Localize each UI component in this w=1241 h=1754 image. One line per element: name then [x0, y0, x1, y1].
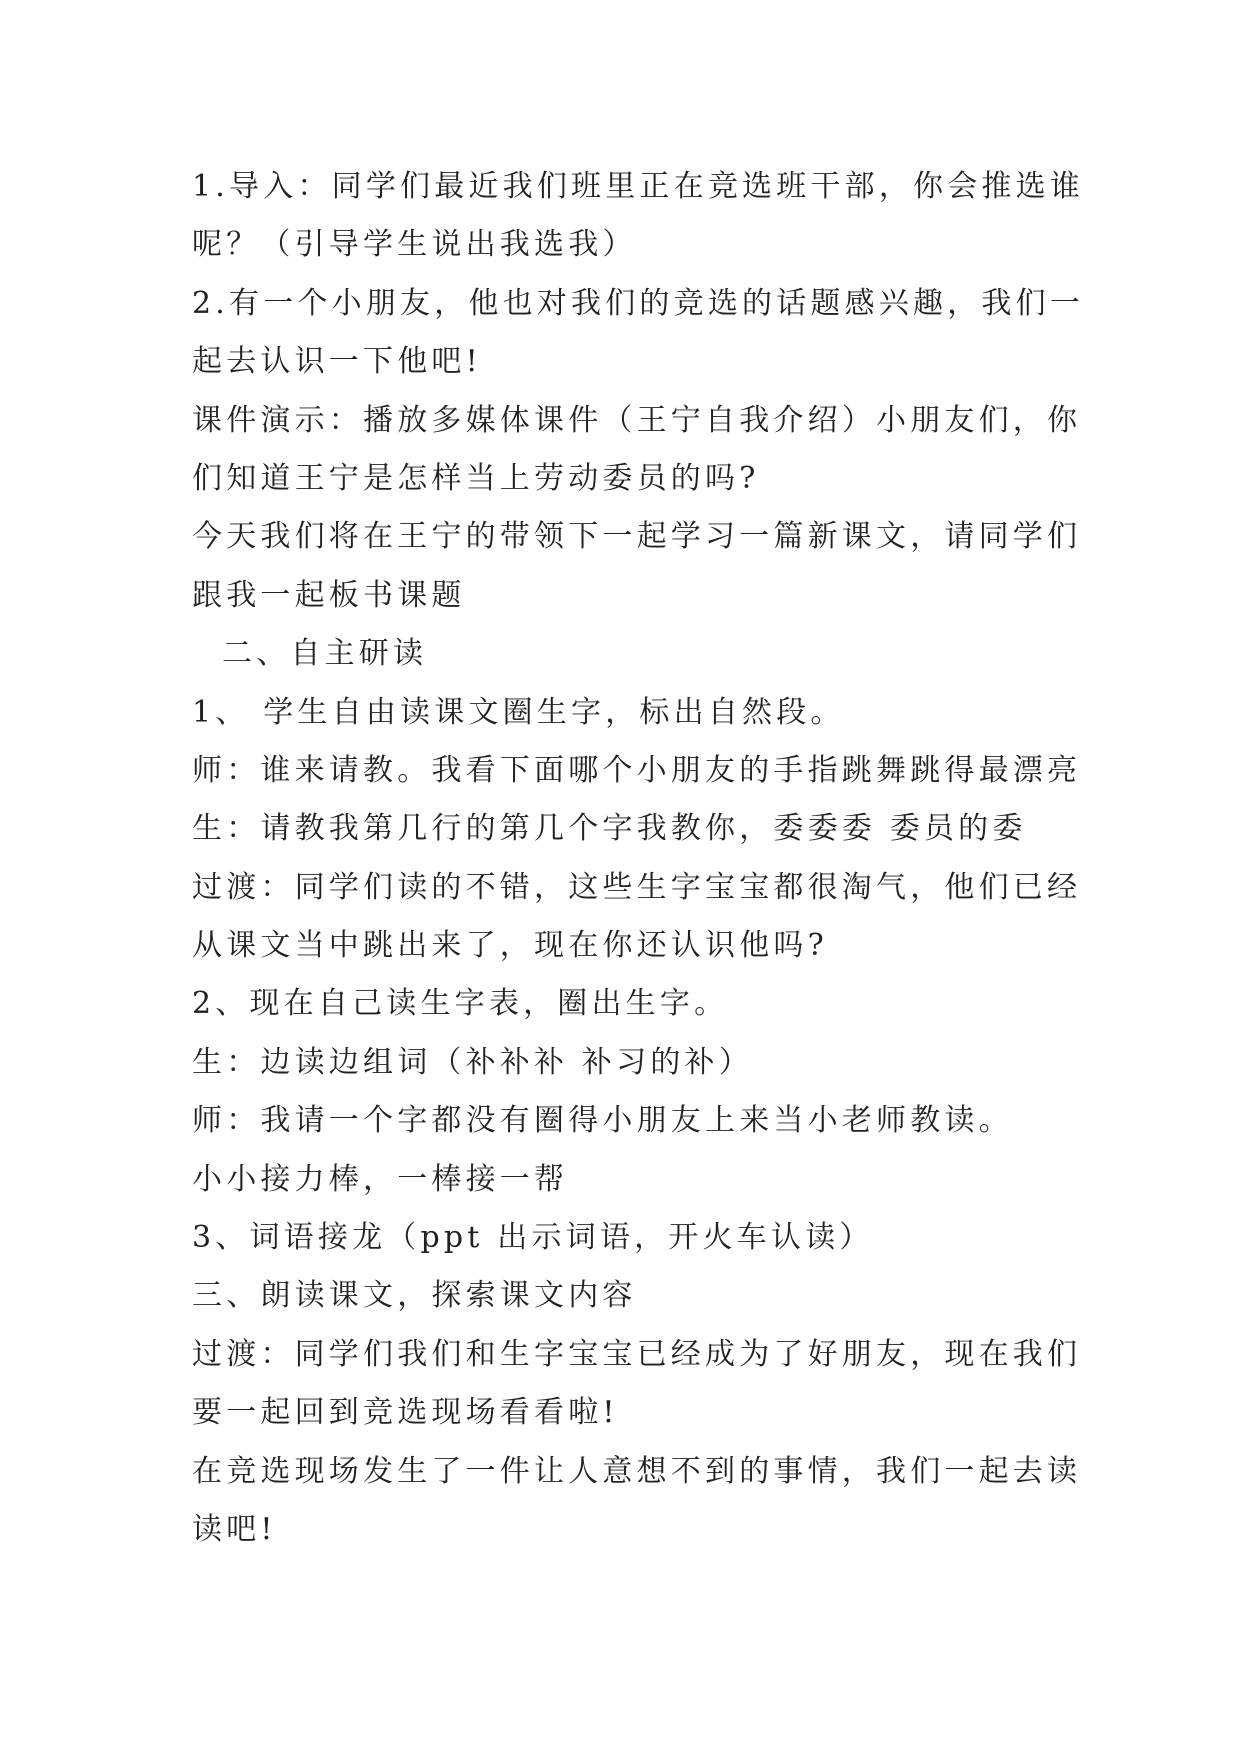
text-line: 要一起回到竞选现场看看啦! [192, 1395, 619, 1431]
text-line: 三、朗读课文，探索课文内容 [192, 1278, 637, 1314]
text-line: 在竞选现场发生了一件让人意想不到的事情，我们一起去读 [192, 1453, 1082, 1489]
text-line: 师：谁来请教。我看下面哪个小朋友的手指跳舞跳得最漂亮 [192, 752, 1082, 788]
text-line: 从课文当中跳出来了，现在你还认识他吗? [192, 928, 828, 964]
text-line: 过渡：同学们读的不错，这些生字宝宝都很淘气，他们已经 [192, 869, 1082, 905]
text-line: 们知道王宁是怎样当上劳动委员的吗? [192, 460, 760, 496]
text-line: 2、现在自己读生字表，圈出生字。 [192, 986, 729, 1022]
text-line: 跟我一起板书课题 [192, 577, 466, 613]
text-line: 二、自主研读 [222, 636, 428, 672]
text-line: 起去认识一下他吧! [192, 344, 482, 380]
text-line: 课件演示：播放多媒体课件（王宁自我介绍）小朋友们，你 [192, 402, 1082, 438]
lesson-plan-body [192, 158, 1085, 1559]
text-line: 生：请教我第几行的第几个字我教你，委委委 委员的委 [192, 811, 1027, 847]
text-line: 3、词语接龙（ppt 出示词语，开火车认读） [192, 1220, 874, 1256]
text-line: 1、 学生自由读课文圈生字，标出自然段。 [192, 694, 845, 730]
text-line: 读吧! [192, 1511, 277, 1547]
text-line: 生：边读边组词（补补补 补习的补） [192, 1044, 753, 1080]
text-line: 呢？（引导学生说出我选我） [192, 227, 637, 263]
text-line: 1.导入：同学们最近我们班里正在竞选班干部，你会推选谁 [192, 169, 1085, 204]
text-line: 小小接力棒，一棒接一帮 [192, 1161, 569, 1197]
text-line: 过渡：同学们我们和生字宝宝已经成为了好朋友，现在我们 [192, 1336, 1082, 1372]
text-line: 师：我请一个字都没有圈得小朋友上来当小老师教读。 [192, 1103, 1013, 1139]
text-line: 今天我们将在王宁的带领下一起学习一篇新课文，请同学们 [192, 519, 1082, 555]
text-line: 2.有一个小朋友，他也对我们的竞选的话题感兴趣，我们一 [192, 285, 1085, 321]
